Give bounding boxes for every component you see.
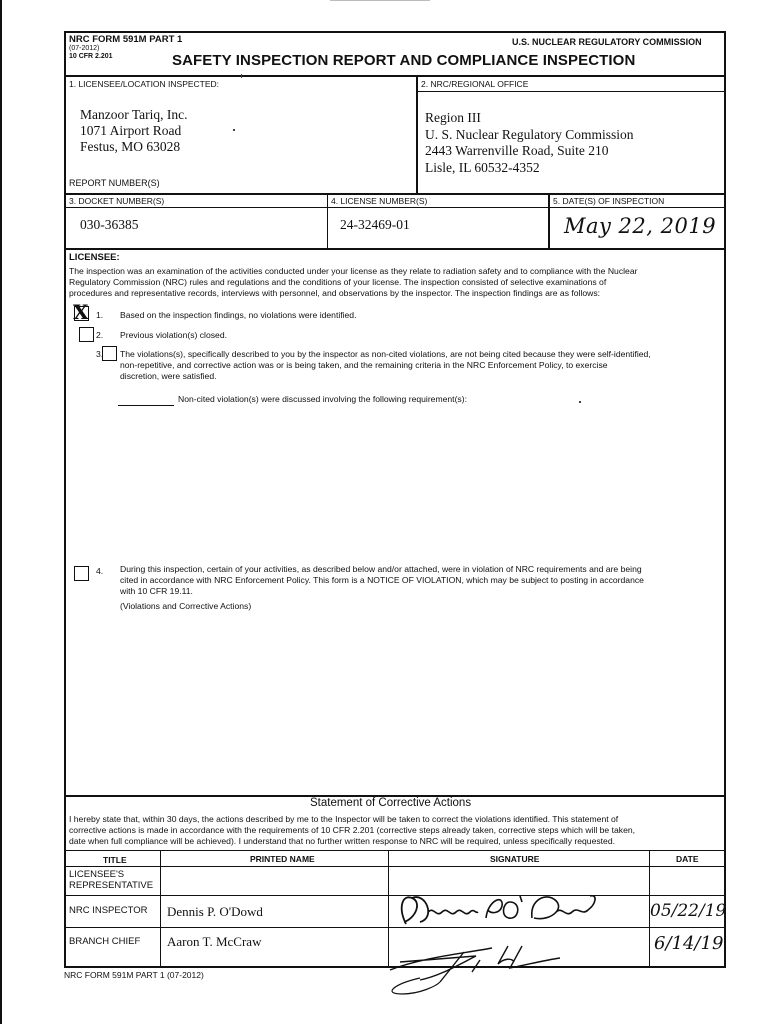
intro-line1: The inspection was an examination of the activities conducted under your license as they relate to radiation safety and to compliance with the Nuclear <box>69 266 638 276</box>
sig-table-header-bottom <box>65 866 724 867</box>
licensee-name: Manzoor Tariq, Inc. <box>80 107 188 122</box>
header-divider <box>64 75 726 77</box>
regional-office-label: 2. NRC/REGIONAL OFFICE <box>421 79 529 89</box>
noncited-text: Non-cited violation(s) were discussed involving the following requirement(s): <box>178 394 467 404</box>
item2-text: Previous violation(s) closed. <box>120 330 227 340</box>
statement-line3: date when full compliance will be achieved). I understand that no further written response to NRC will be required, unless specifically requested. <box>69 836 615 846</box>
docket-number: 030-36385 <box>80 217 139 232</box>
regional-office-line4: Lisle, IL 60532-4352 <box>425 160 540 175</box>
row3-name: Aaron T. McCraw <box>167 934 262 949</box>
inspection-date-label: 5. DATE(S) OF INSPECTION <box>553 196 665 206</box>
scan-speck <box>233 129 235 131</box>
frame-top <box>64 31 726 33</box>
footer-form-id: NRC FORM 591M PART 1 (07-2012) <box>64 970 204 980</box>
row2-title: NRC INSPECTOR <box>69 905 148 916</box>
licensee-heading: LICENSEE: <box>69 252 120 263</box>
item3-checkbox[interactable] <box>102 346 117 361</box>
item3-number: 3. <box>96 349 104 359</box>
licensee-location-label: 1. LICENSEE/LOCATION INSPECTED: <box>69 79 220 89</box>
row2-date-handwritten: 05/22/19 <box>650 901 727 921</box>
intro-line2: Regulatory Commission (NRC) rules and regulations and the conditions of your license. The inspection consisted of selective examinations of <box>69 277 607 287</box>
item4-line4: (Violations and Corrective Actions) <box>120 601 252 611</box>
sig-table-top <box>65 850 724 851</box>
section345-bottom <box>64 248 726 250</box>
intro-line3: procedures and representative records, interviews with personnel, and observations by the inspector. The inspection findings are as follows: <box>69 288 601 298</box>
license-number: 24-32469-01 <box>340 217 410 232</box>
row2-name: Dennis P. O'Dowd <box>167 904 263 919</box>
regional-office-label-line <box>417 91 724 92</box>
page-title: SAFETY INSPECTION REPORT AND COMPLIANCE INSPECTION <box>172 52 636 69</box>
item3-line1: The violations(s), specifically described to you by the inspector as non-cited violations, are not being cited because they were self-identified, <box>120 349 651 359</box>
col-signature-header: SIGNATURE <box>490 854 540 864</box>
item4-line1: During this inspection, certain of your activities, as described below and/or attached, were in violation of NRC requirements and are being <box>120 564 642 574</box>
item1-number: 1. <box>96 310 104 320</box>
row1-title-line2: REPRESENTATIVE <box>69 880 154 891</box>
agency-name: U.S. NUCLEAR REGULATORY COMMISSION <box>512 37 702 47</box>
item4-line3: with 10 CFR 19.11. <box>120 586 193 596</box>
row3-title: BRANCH CHIEF <box>69 936 141 947</box>
docket-license-divider <box>327 194 328 248</box>
col-date-header: DATE <box>676 854 699 864</box>
section345-label-line <box>65 207 724 208</box>
inspection-date-handwritten: May 22, 2019 <box>564 214 717 238</box>
form-id: NRC FORM 591M PART 1 <box>69 34 183 45</box>
statement-heading: Statement of Corrective Actions <box>310 797 472 809</box>
docket-label: 3. DOCKET NUMBER(S) <box>69 196 165 206</box>
cfr-reference: 10 CFR 2.201 <box>69 53 113 60</box>
regional-office-line1: Region III <box>425 110 481 125</box>
item3-line2: non-repetitive, and corrective action was or is being taken, and the remaining criteria in the NRC Enforcement Policy, to exercise <box>120 360 608 370</box>
scan-speck <box>579 401 581 403</box>
scan-speck <box>241 74 242 78</box>
col-name-header: PRINTED NAME <box>250 854 315 864</box>
item2-number: 2. <box>96 330 104 340</box>
row1-title-line1: LICENSEE'S <box>69 869 125 880</box>
regional-office-line2: U. S. Nuclear Regulatory Commission <box>425 127 634 142</box>
item1-text: Based on the inspection findings, no violations were identified. <box>120 310 357 320</box>
branch-chief-signature <box>380 934 570 996</box>
statement-line1: I hereby state that, within 30 days, the actions described by me to the Inspector will be taken to correct the violations identified. This statement of <box>69 814 619 824</box>
item1-check-mark: X <box>73 300 89 324</box>
license-date-divider <box>548 194 550 248</box>
statement-line2: corrective actions is made in accordance with the requirements of 10 CFR 2.201 (corrective steps already taken, corrective steps which will be taken, <box>69 825 636 835</box>
regional-office-line3: 2443 Warrenville Road, Suite 210 <box>425 143 609 158</box>
inspector-signature <box>392 888 604 930</box>
form-date: (07-2012) <box>69 45 100 52</box>
item3-line3: discretion, were satisfied. <box>120 371 217 381</box>
report-number-label: REPORT NUMBER(S) <box>69 178 160 188</box>
frame-right <box>724 31 726 968</box>
section12-bottom <box>64 193 726 195</box>
item2-checkbox[interactable] <box>79 327 94 342</box>
sig-col1-divider <box>160 850 161 966</box>
item4-number: 4. <box>96 566 104 576</box>
section12-divider <box>416 76 418 193</box>
licensee-city: Festus, MO 63028 <box>80 139 181 154</box>
scan-edge <box>0 0 2 1024</box>
item4-line2: cited in accordance with NRC Enforcement Policy. This form is a NOTICE OF VIOLATION, which may be subject to posting in accordance <box>120 575 644 585</box>
scan-top-line <box>330 0 430 1</box>
license-label: 4. LICENSE NUMBER(S) <box>331 196 428 206</box>
licensee-street: 1071 Airport Road <box>80 123 182 138</box>
noncited-blank-line <box>118 405 174 406</box>
item4-checkbox[interactable] <box>74 566 89 581</box>
col-title-header: TITLE <box>103 855 127 865</box>
row3-date-handwritten: 6/14/19 <box>654 933 724 954</box>
frame-left <box>64 31 66 968</box>
